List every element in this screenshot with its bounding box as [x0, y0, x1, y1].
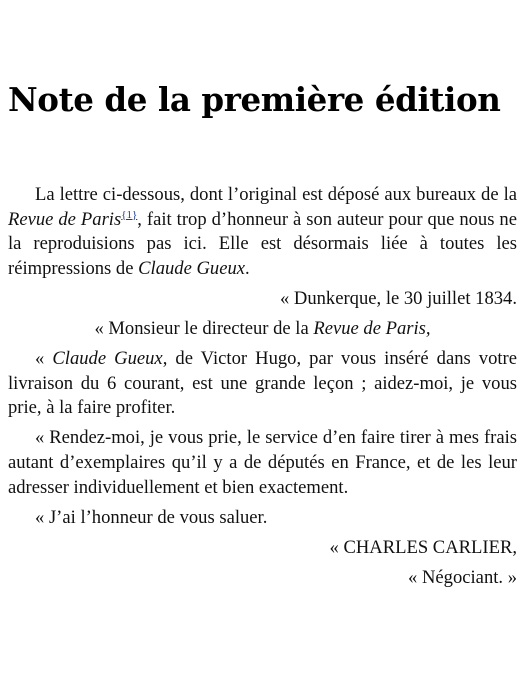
intro-text-2: , fait trop d’honneur à son auteur pour que nous ne la reproduisions pas ici. Elle est désormais liée à toutes les réimpressions de	[8, 208, 517, 279]
salutation-text: « Monsieur le directeur de la	[94, 317, 314, 339]
letter-occupation: « Négociant. »	[408, 566, 517, 588]
letter-paragraph-3: « J’ai l’honneur de vous saluer.	[35, 506, 268, 528]
intro-text-1: La lettre ci-dessous, dont l’original est déposé aux bureaux de la	[35, 184, 517, 205]
salutation-revue: Revue de Paris,	[313, 317, 431, 339]
letter-dateline: « Dunkerque, le 30 juillet 1834.	[279, 287, 517, 309]
page-title: Note de la première édition	[8, 80, 501, 119]
letter-salutation	[8, 317, 517, 342]
letter-paragraph-2: « Rendez-moi, je vous prie, le service d’en faire tirer à mes frais autant d’exemplaires qu’il y a de députés en France, et de les leur adresser individuellement et bien exactement.	[8, 427, 517, 498]
claude-gueux-title: Claude Gueux	[138, 257, 246, 279]
p1-rest: , de Victor Hugo, par vous inséré dans votre livraison du 6 courant, est une grande leçon ; aidez-moi, je vous prie, à la faire profiter.	[8, 348, 518, 419]
letter-signature: « CHARLES CARLIER,	[329, 536, 517, 558]
p1-open: «	[35, 348, 53, 370]
letter-paragraph-1	[8, 347, 517, 421]
intro-text-3: .	[245, 257, 250, 279]
p1-work-title: Claude Gueux	[52, 348, 163, 370]
document-body	[8, 183, 517, 590]
intro-paragraph	[8, 183, 517, 281]
revue-title: Revue de Paris	[8, 208, 122, 230]
footnote-link[interactable]: {1}	[121, 208, 138, 221]
